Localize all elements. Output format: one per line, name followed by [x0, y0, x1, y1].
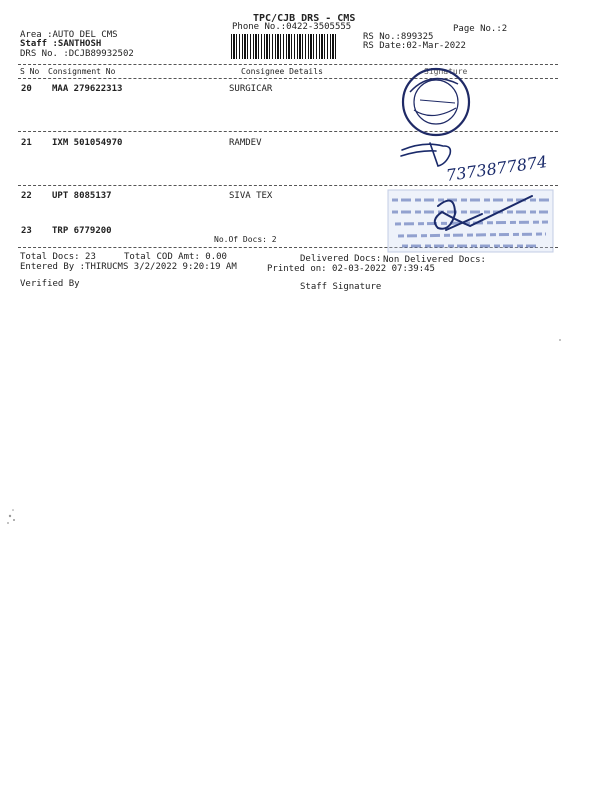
- row-sno: 22: [21, 191, 32, 201]
- delivered-docs: Delivered Docs:: [300, 254, 382, 264]
- signature-mark: [401, 143, 450, 166]
- staff-label: Staff :SANTHOSH: [20, 39, 102, 49]
- printed-on: Printed on: 02-03-2022 07:39:45: [267, 264, 435, 274]
- round-stamp: [403, 69, 469, 135]
- row-consignee: RAMDEV: [229, 138, 262, 148]
- column-signature: Signature: [424, 67, 468, 76]
- row-consignment: IXM 501054970: [52, 138, 123, 148]
- phone-number: Phone No.:0422-3505555: [232, 22, 352, 32]
- document-title: TPC/CJB DRS - CMS: [253, 13, 356, 24]
- row-consignment: MAA 279622313: [52, 84, 123, 94]
- scan-specks: [7, 339, 561, 524]
- staff-signature: Staff Signature: [300, 282, 382, 292]
- total-cod-amount: Total COD Amt: 0.00: [124, 252, 227, 262]
- row-consignment: TRP 6779200: [52, 226, 112, 236]
- non-delivered-docs: Non Delivered Docs:: [383, 255, 486, 265]
- entered-by: Entered By :THIRUCMS 3/2/2022 9:20:19 AM: [20, 262, 237, 272]
- total-docs: Total Docs: 23: [20, 252, 96, 262]
- area-label: Area :AUTO DEL CMS: [20, 30, 118, 40]
- row-consignee: SURGICAR: [229, 84, 273, 94]
- row-consignment: UPT 8085137: [52, 191, 112, 201]
- row-sno: 23: [21, 226, 32, 236]
- column-consignee: Consignee Details: [241, 67, 323, 76]
- column-sno: S No: [20, 67, 40, 76]
- row-consignee: SIVA TEX: [229, 191, 273, 201]
- no-of-docs: No.Of Docs: 2: [214, 235, 277, 244]
- column-consignment: Consignment No: [48, 67, 116, 76]
- page-number: Page No.:2: [453, 24, 508, 34]
- rect-stamp: [388, 190, 553, 252]
- row-sno: 21: [21, 138, 32, 148]
- handwritten-phone: 7373877874: [444, 151, 549, 185]
- row-sno: 20: [21, 84, 32, 94]
- verified-by: Verified By: [20, 279, 80, 289]
- rs-number: RS No.:899325: [363, 32, 434, 42]
- rs-date: RS Date:02-Mar-2022: [363, 41, 466, 51]
- drs-number: DRS No. :DCJB89932502: [20, 49, 134, 59]
